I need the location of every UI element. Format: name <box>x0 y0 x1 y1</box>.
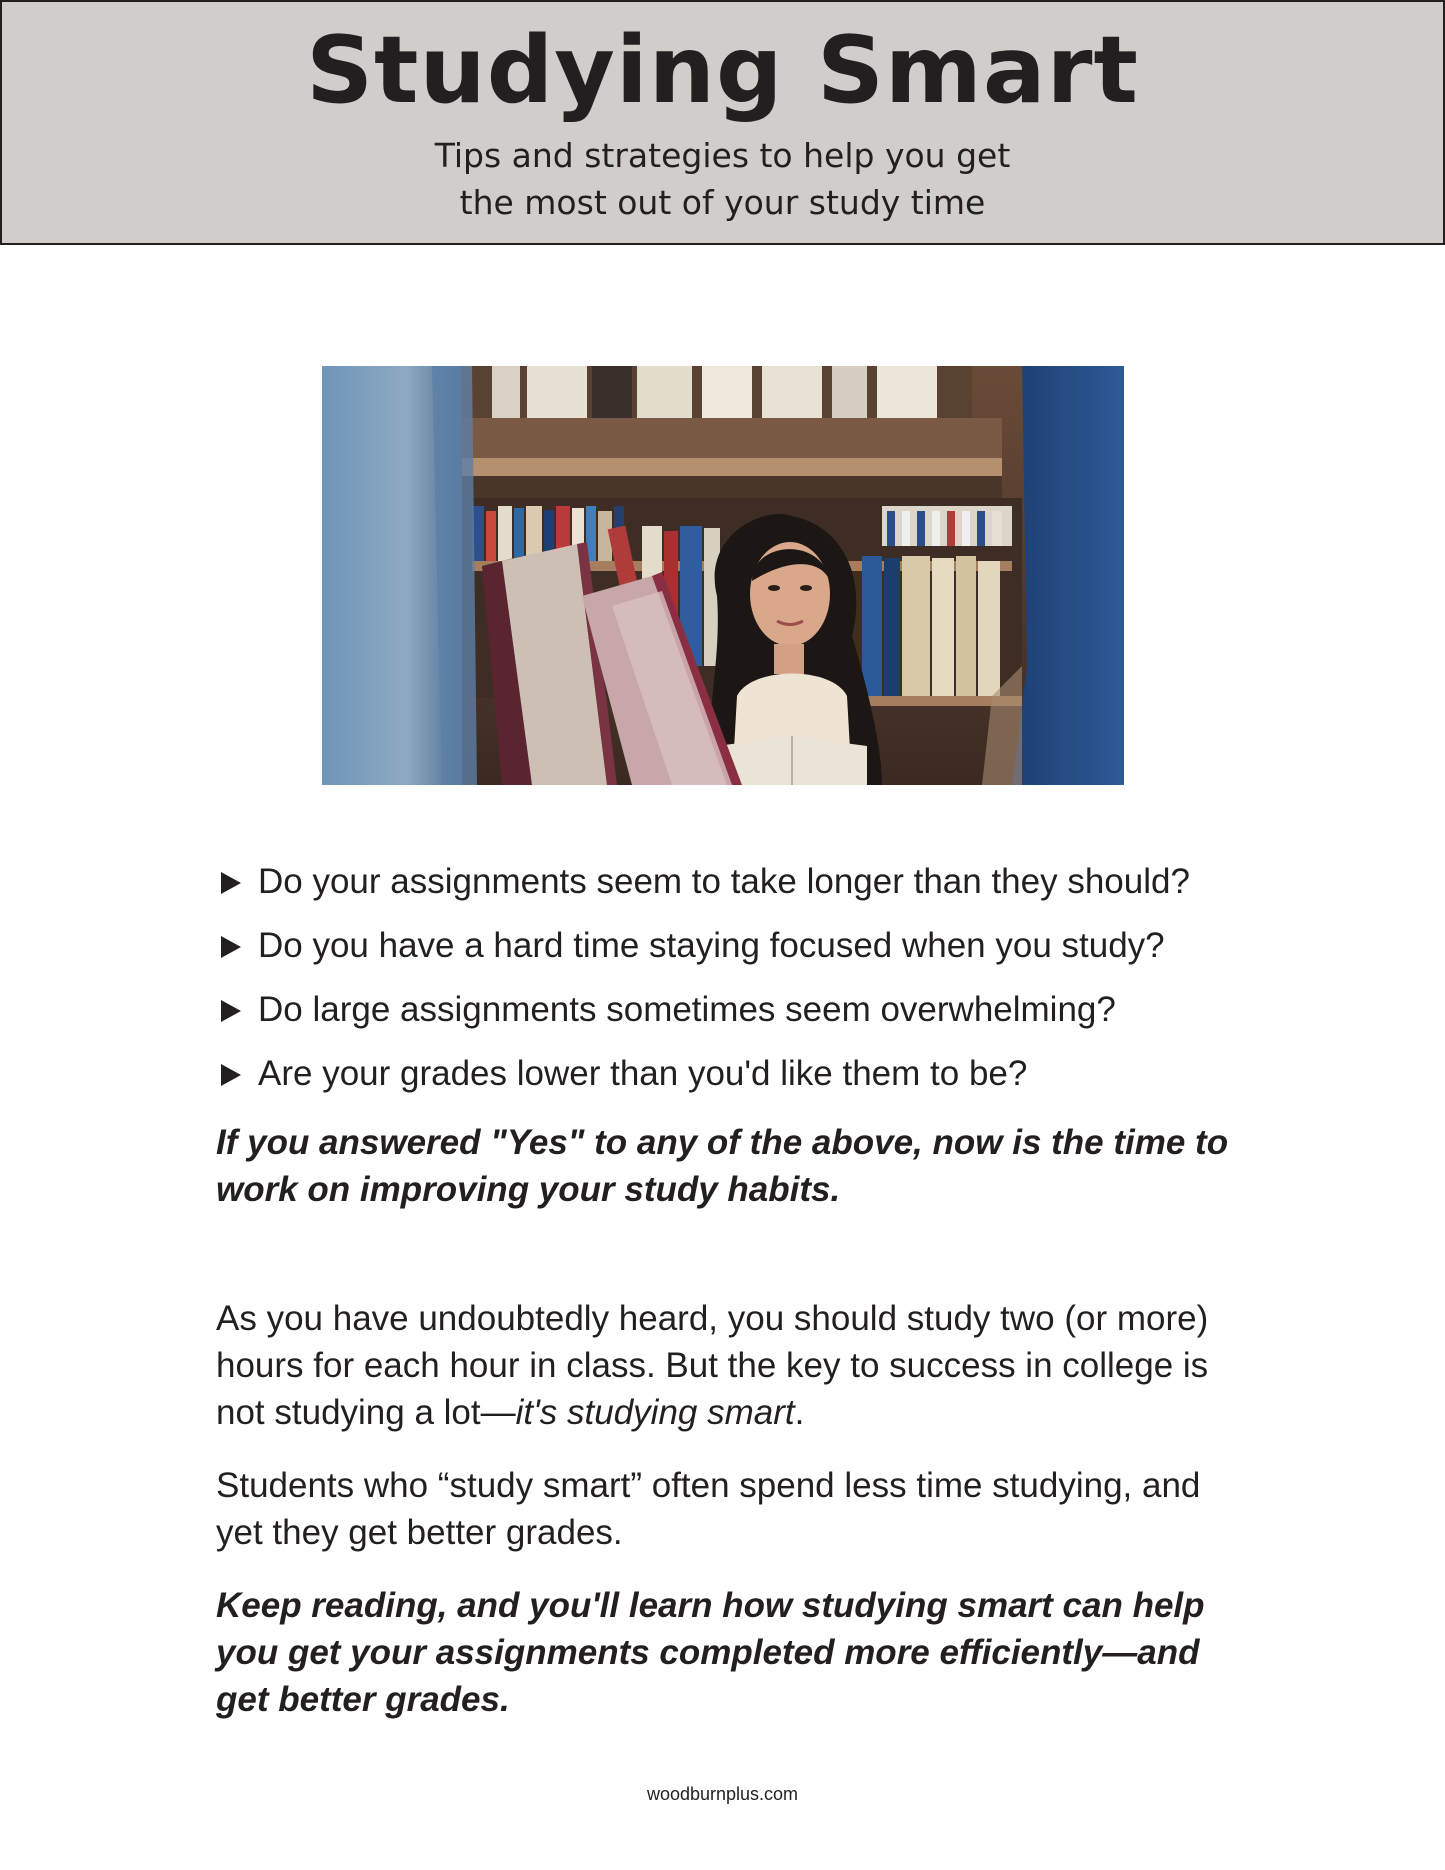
subtitle-line-2: the most out of your study time <box>459 183 986 222</box>
yes-callout: If you answered "Yes" to any of the above, now is the time to work on improving your study habits. <box>216 1123 1229 1209</box>
triangle-bullet-icon <box>221 1064 241 1086</box>
question-text: Do your assignments seem to take longer than they should? <box>258 862 1190 901</box>
question-text: Do large assignments sometimes seem overwhelming? <box>258 990 1116 1029</box>
header-banner <box>0 0 1445 245</box>
triangle-bullet-icon <box>221 1000 241 1022</box>
intro-end: . <box>794 1393 805 1432</box>
question-text: Do you have a hard time staying focused when you study? <box>258 926 1165 965</box>
question-item <box>216 1047 1266 1111</box>
intro-emphasis: it's studying smart <box>515 1393 795 1432</box>
question-item <box>216 983 1266 1047</box>
question-item <box>216 919 1266 983</box>
subtitle-line-1: Tips and strategies to help you get <box>434 136 1011 175</box>
top-shelf-books <box>462 366 1002 498</box>
page-title: Studying Smart <box>306 16 1139 124</box>
intro-text: As you have undoubtedly heard, you should study two (or more) hours for each hour in class. But the key to success in college is not studying a lot— <box>216 1299 1209 1432</box>
question-list <box>216 855 1266 1111</box>
blurred-shelf-right <box>1012 366 1124 785</box>
question-text: Are your grades lower than you'd like them to be? <box>258 1054 1028 1093</box>
study-smart-paragraph: Students who “study smart” often spend less time studying, and yet they get better grades. <box>216 1466 1201 1552</box>
page-subtitle <box>2 132 1443 226</box>
keep-reading-callout: Keep reading, and you'll learn how studying smart can help you get your assignments completed more efficiently—and get better grades. <box>216 1586 1205 1719</box>
triangle-bullet-icon <box>221 936 241 958</box>
library-student-photo <box>322 366 1124 785</box>
intro-paragraph <box>216 1295 1256 1436</box>
triangle-bullet-icon <box>221 872 241 894</box>
question-item <box>216 855 1266 919</box>
footer-site: woodburnplus.com <box>646 1784 799 1804</box>
